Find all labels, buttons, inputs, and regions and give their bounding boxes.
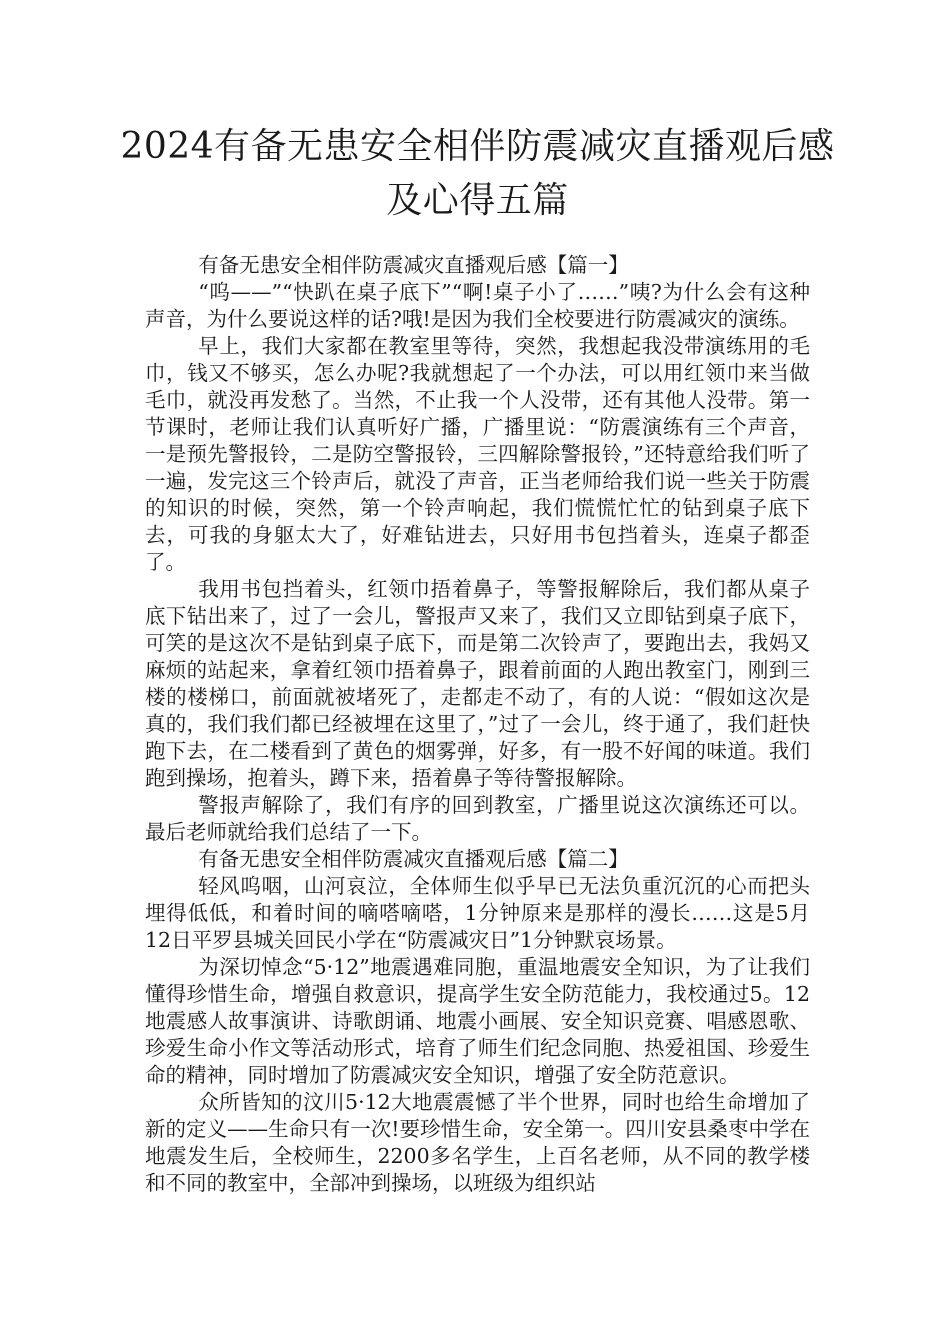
body-paragraph: 为深切悼念“5·12”地震遇难同胞，重温地震安全知识，为了让我们懂得珍惜生命，增强自救意识，提高学生安全防范能力，我校通过5。12地震感人故事演讲、诗歌朗诵、地震小画展、安全知识竞赛、唱感恩歌、珍爱生命小作文等活动形式，培育了师生们纪念同胞、热爱祖国、珍爱生命的精神，同时增加了防震减灾安全知识，增强了安全防范意识。 xyxy=(145,955,810,1087)
body-paragraph: 警报声解除了，我们有序的回到教室，广播里说这次演练还可以。最后老师就给我们总结了一下。 xyxy=(145,793,810,844)
document-page xyxy=(120,120,835,1197)
body-paragraph: “呜——”“快趴在桌子底下”“啊!桌子小了……”咦?为什么会有这种声音，为什么要说这样的话?哦!是因为我们全校要进行防震减灾的演练。 xyxy=(145,280,810,331)
body-paragraph: 早上，我们大家都在教室里等待，突然，我想起我没带演练用的毛巾，钱又不够买，怎么办呢?我就想起了一个办法，可以用红领巾来当做毛巾，就没再发愁了。当然，不止我一个人没带，还有其他人没带。第一节课时，老师让我们认真听好广播，广播里说：“防震演练有三个声音，一是预先警报铃，二是防空警报铃，三四解除警报铃，”还特意给我们听了一遍，发完这三个铃声后，就没了声音，正当老师给我们说一些关于防震的知识的时候，突然，第一个铃声响起，我们慌慌忙忙的钻到桌子底下去，可我的身躯太大了，好难钻进去，只好用书包挡着头，连桌子都歪了。 xyxy=(145,334,810,574)
body-paragraph: 我用书包挡着头，红领巾捂着鼻子，等警报解除后，我们都从桌子底下钻出来了，过了一会儿，警报声又来了，我们又立即钻到桌子底下，可笑的是这次不是钻到桌子底下，而是第二次铃声了，要跑出去，我妈又麻烦的站起来，拿着红领巾捂着鼻子，跟着前面的人跑出教室门，刚到三楼的楼梯口，前面就被堵死了，走都走不动了，有的人说：“假如这次是真的，我们我们都已经被埋在这里了，”过了一会儿，终于通了，我们赶快跑下去，在二楼看到了黄色的烟雾弹，好多，有一股不好闻的味道。我们跑到操场，抱着头，蹲下来，捂着鼻子等待警报解除。 xyxy=(145,577,810,790)
section-heading: 有备无患安全相伴防震减灾直播观后感【篇二】 xyxy=(198,847,629,871)
section-heading: 有备无患安全相伴防震减灾直播观后感【篇一】 xyxy=(198,253,629,277)
body-paragraph: 众所皆知的汶川5·12大地震震憾了半个世界，同时也给生命增加了新的定义——生命只有一次!要珍惜生命，安全第一。四川安县桑枣中学在地震发生后，全校师生，2200多名学生，上百名老师，从不同的教学楼和不同的教室中，全部冲到操场，以班级为组织站 xyxy=(145,1090,810,1195)
body-paragraph: 轻风呜咽，山河哀泣，全体师生似乎早已无法负重沉沉的心而把头埋得低低，和着时间的嘀嗒嘀嗒，1分钟原来是那样的漫长……这是5月12日平罗县城关回民小学在“防震减灾日”1分钟默哀场景。 xyxy=(145,874,810,952)
document-body xyxy=(145,252,810,1197)
document-title: 2024有备无患安全相伴防震减灾直播观后感及心得五篇 xyxy=(120,126,835,221)
